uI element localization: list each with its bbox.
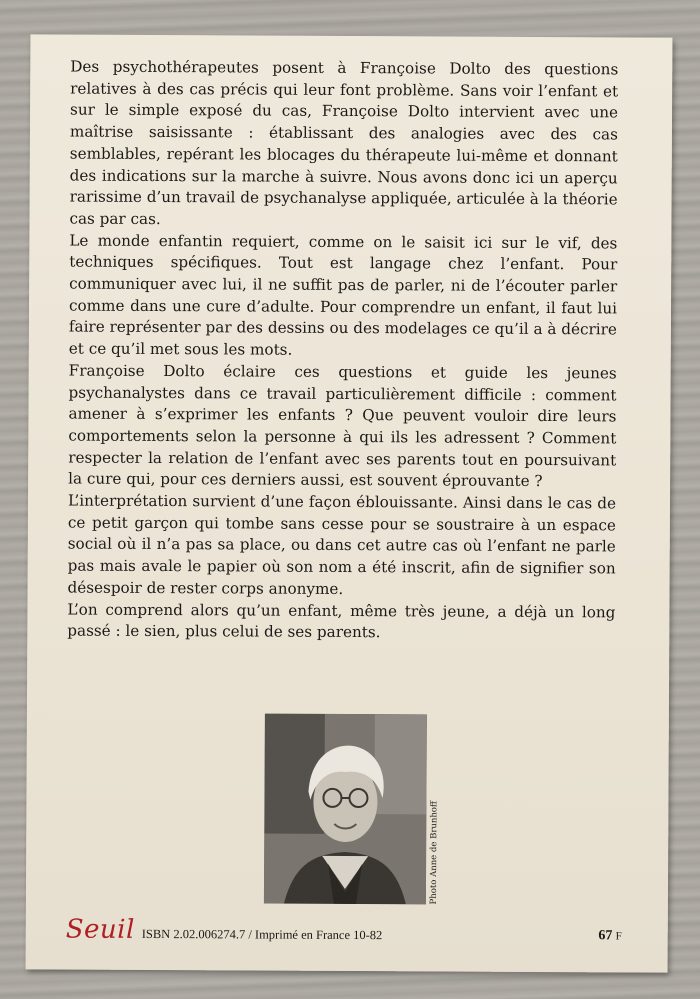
blurb-text <box>67 57 618 646</box>
price-amount: 67 <box>598 928 613 944</box>
cover-footer <box>66 913 634 956</box>
photo-credit: Photo Anne de Brunhoff <box>428 800 440 905</box>
blurb-paragraph-5: L’on comprend alors qu’un enfant, même très jeune, a déjà un long passé : le sien, plus celui de ses parents. <box>67 600 616 642</box>
author-portrait-image <box>264 714 427 905</box>
publisher-logo: Seuil <box>65 914 135 945</box>
blurb-paragraph-4: L’interprétation survient d’une façon éblouissante. Ainsi dans le cas de ce petit garçon qui tombe sans cesse pour se soustraire à un espace social où il n’a pas sa place, ou dans cet autre cas où l’enfant ne parle pas mais avale le papier où son nom a été inscrit, afin de signifier son désespoir de rester corps anonyme. <box>67 491 617 598</box>
book-back-cover <box>26 34 673 972</box>
price-unit: F <box>615 930 622 943</box>
isbn-line: ISBN 2.02.006274.7 / Imprimé en France 10-82 <box>141 926 383 943</box>
price-label <box>598 927 621 944</box>
author-photo <box>264 714 427 905</box>
blurb-paragraph-1: Des psychothérapeutes posent à Françoise Dolto des questions relatives à des cas précis qui leur font problème. Sans voir l’enfant et sur le simple exposé du cas, Françoise Dolto intervient avec une maîtrise saisissante : établissant des analogies avec des cas semblables, repérant les blocages du thérapeute lui-même et donnant des indications sur la marche à suivre. Nous avons donc ici un aperçu rarissime d’un travail de psychanalyse appliquée, articulée à la théorie cas par cas. <box>69 57 619 228</box>
blurb-paragraph-2: Le monde enfantin requiert, comme on le saisit ici sur le vif, des techniques spécifiques. Tout est langage chez l’enfant. Pour communiquer avec lui, il ne suffit pas de parler, ni de l’écouter parler comme dans une cure d’adulte. Pour comprendre un enfant, il faut lui faire représenter par des dessins ou des modelages ce qu’il a à décrire et ce qu’il met sous les mots. <box>68 231 618 359</box>
blurb-paragraph-3: Françoise Dolto éclaire ces questions et guide les jeunes psychanalystes dans ce travail particulièrement difficile : comment amener à s’exprimer les enfants ? Que peuvent vouloir dire leurs comportements selon la personne à qui ils les adressent ? Comment respecter la relation de l’enfant avec ses parents tout en poursuivant la cure qui, pour ces derniers aussi, est souvent éprouvante ? <box>68 361 617 491</box>
